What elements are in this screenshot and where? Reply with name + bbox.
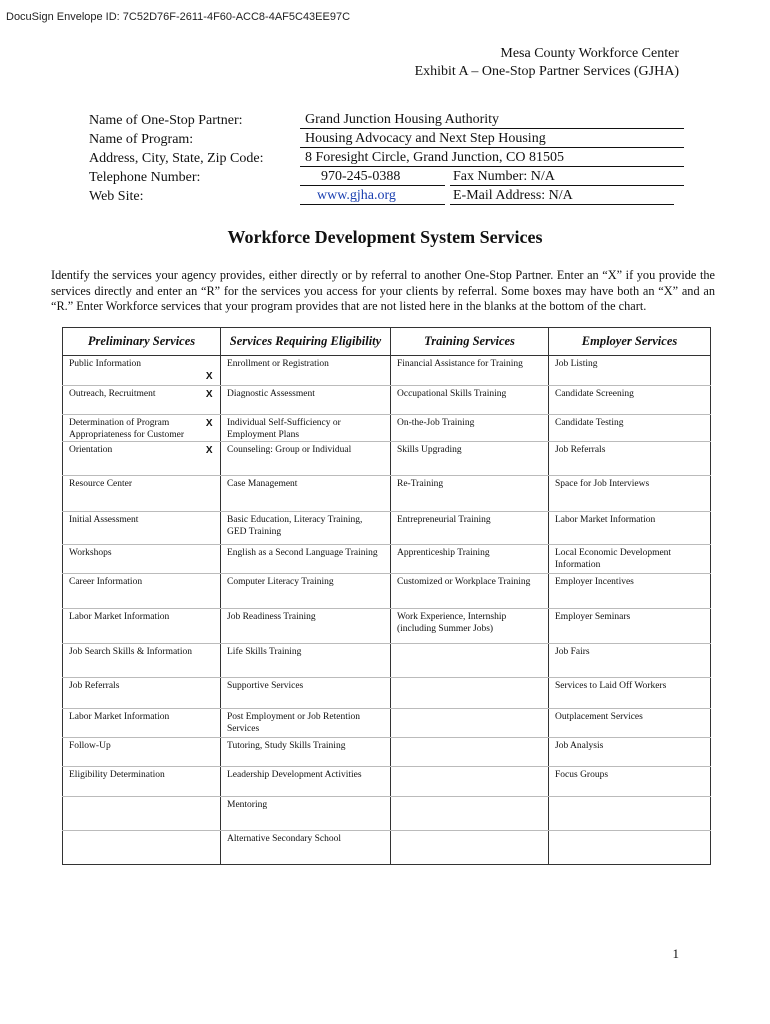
training-service-cell[interactable]: Skills Upgrading	[391, 442, 549, 476]
table-row	[63, 678, 711, 709]
web-field[interactable]	[300, 188, 445, 205]
training-service-cell[interactable]: Occupational Skills Training	[391, 386, 549, 415]
provided-directly-mark[interactable]	[199, 545, 221, 574]
program-value: Housing Advocacy and Next Step Housing	[305, 131, 546, 146]
eligibility-service-cell[interactable]: Computer Literacy Training	[221, 574, 391, 609]
training-service-cell[interactable]: Entrepreneurial Training	[391, 512, 549, 545]
employer-service-cell[interactable]: Candidate Testing	[549, 415, 711, 442]
eligibility-service-cell[interactable]: Basic Education, Literacy Training, GED Training	[221, 512, 391, 545]
provided-directly-mark[interactable]	[199, 512, 221, 545]
eligibility-service-cell[interactable]: Alternative Secondary School	[221, 831, 391, 865]
preliminary-service-cell[interactable]: Determination of Program Appropriateness for Customer	[63, 415, 199, 442]
employer-service-cell[interactable]: Outplacement Services	[549, 709, 711, 738]
eligibility-service-cell[interactable]: English as a Second Language Training	[221, 545, 391, 574]
preliminary-service-cell[interactable]: Workshops	[63, 545, 199, 574]
preliminary-service-cell[interactable]: Career Information	[63, 574, 199, 609]
page-title: Workforce Development System Services	[227, 227, 543, 247]
eligibility-service-cell[interactable]: Life Skills Training	[221, 644, 391, 678]
eligibility-service-cell[interactable]: Counseling: Group or Individual	[221, 442, 391, 476]
website-link[interactable]: www.gjha.org	[317, 188, 396, 203]
table-row	[63, 738, 711, 767]
header-training-services: Training Services	[391, 328, 549, 356]
partner-value: Grand Junction Housing Authority	[305, 112, 500, 127]
table-row	[63, 356, 711, 386]
provided-directly-mark[interactable]	[199, 644, 221, 678]
provided-directly-mark[interactable]: X	[199, 415, 221, 442]
employer-service-cell[interactable]: Employer Incentives	[549, 574, 711, 609]
employer-service-cell[interactable]: Job Analysis	[549, 738, 711, 767]
table-row	[63, 609, 711, 644]
preliminary-service-cell[interactable]	[63, 831, 199, 865]
employer-service-cell[interactable]: Employer Seminars	[549, 609, 711, 644]
training-service-cell[interactable]: Re-Training	[391, 476, 549, 512]
preliminary-service-cell[interactable]: Labor Market Information	[63, 609, 199, 644]
table-row	[63, 442, 711, 476]
eligibility-service-cell[interactable]: Leadership Development Activities	[221, 767, 391, 797]
employer-service-cell[interactable]: Candidate Screening	[549, 386, 711, 415]
employer-service-cell[interactable]: Labor Market Information	[549, 512, 711, 545]
address-field[interactable]	[300, 150, 684, 167]
training-service-cell[interactable]	[391, 797, 549, 831]
header-organization: Mesa County Workforce Center	[500, 46, 679, 61]
document-header	[415, 45, 679, 81]
table-row	[63, 512, 711, 545]
preliminary-service-cell[interactable]: Labor Market Information	[63, 709, 199, 738]
program-label: Name of Program:	[89, 132, 194, 147]
instructions-paragraph: Identify the services your agency provides, either directly or by referral to another One-Stop Partner. Enter an “X” if you provide the services directly and enter an “R” for the services you access for your clients by referral. Some boxes may have both an “X” and an “R.” Enter Workforce services that your program provides that are not listed here in the blanks at the bottom of the chart.	[51, 268, 715, 313]
email-field[interactable]	[450, 188, 674, 205]
eligibility-service-cell[interactable]: Supportive Services	[221, 678, 391, 709]
services-table-body	[63, 356, 711, 865]
employer-service-cell[interactable]: Job Referrals	[549, 442, 711, 476]
docusign-envelope-id: DocuSign Envelope ID: 7C52D76F-2611-4F60-ACC8-4AF5C43EE97C	[6, 11, 351, 23]
table-header-row	[63, 328, 711, 356]
provided-directly-mark[interactable]	[199, 831, 221, 865]
provided-directly-mark[interactable]	[199, 609, 221, 644]
preliminary-service-cell[interactable]: Job Referrals	[63, 678, 199, 709]
partner-label: Name of One-Stop Partner:	[89, 113, 243, 128]
employer-service-cell[interactable]: Focus Groups	[549, 767, 711, 797]
preliminary-service-cell[interactable]: Follow-Up	[63, 738, 199, 767]
table-row	[63, 574, 711, 609]
employer-service-cell[interactable]	[549, 831, 711, 865]
fax-value: Fax Number: N/A	[453, 169, 555, 184]
table-row	[63, 709, 711, 738]
table-row	[63, 386, 711, 415]
table-row	[63, 831, 711, 865]
table-row	[63, 797, 711, 831]
table-row	[63, 545, 711, 574]
preliminary-service-cell[interactable]: Resource Center	[63, 476, 199, 512]
table-row	[63, 415, 711, 442]
provided-directly-mark[interactable]	[199, 709, 221, 738]
header-employer-services: Employer Services	[549, 328, 711, 356]
table-row	[63, 644, 711, 678]
training-service-cell[interactable]	[391, 738, 549, 767]
provided-directly-mark[interactable]	[199, 738, 221, 767]
training-service-cell[interactable]: Apprenticeship Training	[391, 545, 549, 574]
phone-label: Telephone Number:	[89, 170, 201, 185]
employer-service-cell[interactable]: Space for Job Interviews	[549, 476, 711, 512]
training-service-cell[interactable]: Customized or Workplace Training	[391, 574, 549, 609]
eligibility-service-cell[interactable]: Post Employment or Job Retention Services	[221, 709, 391, 738]
employer-service-cell[interactable]: Local Economic Development Information	[549, 545, 711, 574]
eligibility-service-cell[interactable]: Job Readiness Training	[221, 609, 391, 644]
employer-service-cell[interactable]	[549, 797, 711, 831]
program-field[interactable]	[300, 131, 684, 148]
training-service-cell[interactable]	[391, 767, 549, 797]
email-value: E-Mail Address: N/A	[453, 188, 573, 203]
employer-service-cell[interactable]: Job Fairs	[549, 644, 711, 678]
phone-value: 970-245-0388	[321, 169, 401, 184]
training-service-cell[interactable]	[391, 709, 549, 738]
address-label: Address, City, State, Zip Code:	[89, 151, 264, 166]
preliminary-service-cell[interactable]: Initial Assessment	[63, 512, 199, 545]
provided-directly-mark[interactable]	[199, 678, 221, 709]
training-service-cell[interactable]: Work Experience, Internship (including Summer Jobs)	[391, 609, 549, 644]
address-value: 8 Foresight Circle, Grand Junction, CO 81505	[305, 150, 564, 165]
preliminary-service-cell[interactable]: Outreach, Recruitment	[63, 386, 199, 415]
eligibility-service-cell[interactable]: Tutoring, Study Skills Training	[221, 738, 391, 767]
header-eligibility-services: Services Requiring Eligibility	[221, 328, 391, 356]
services-table	[62, 327, 711, 865]
employer-service-cell[interactable]: Job Listing	[549, 356, 711, 386]
eligibility-service-cell[interactable]: Diagnostic Assessment	[221, 386, 391, 415]
partner-field[interactable]	[300, 112, 684, 129]
web-label: Web Site:	[89, 189, 144, 204]
header-exhibit: Exhibit A – One-Stop Partner Services (GJHA)	[414, 64, 679, 79]
provided-directly-mark[interactable]	[199, 797, 221, 831]
provided-directly-mark[interactable]: X	[199, 442, 221, 476]
training-service-cell[interactable]	[391, 644, 549, 678]
provided-directly-mark[interactable]: X	[199, 356, 221, 386]
preliminary-service-cell[interactable]	[63, 797, 199, 831]
provided-directly-mark[interactable]	[199, 476, 221, 512]
employer-service-cell[interactable]: Services to Laid Off Workers	[549, 678, 711, 709]
training-service-cell[interactable]: On-the-Job Training	[391, 415, 549, 442]
eligibility-service-cell[interactable]: Case Management	[221, 476, 391, 512]
table-row	[63, 767, 711, 797]
page-number: 1	[672, 946, 679, 961]
eligibility-service-cell[interactable]: Individual Self-Sufficiency or Employment Plans	[221, 415, 391, 442]
table-row	[63, 476, 711, 512]
eligibility-service-cell[interactable]: Enrollment or Registration	[221, 356, 391, 386]
preliminary-service-cell[interactable]: Job Search Skills & Information	[63, 644, 199, 678]
provided-directly-mark[interactable]	[199, 767, 221, 797]
training-service-cell[interactable]	[391, 678, 549, 709]
header-preliminary-services: Preliminary Services	[63, 328, 221, 356]
provided-directly-mark[interactable]: X	[199, 386, 221, 415]
training-service-cell[interactable]: Financial Assistance for Training	[391, 356, 549, 386]
training-service-cell[interactable]	[391, 831, 549, 865]
preliminary-service-cell[interactable]: Eligibility Determination	[63, 767, 199, 797]
preliminary-service-cell[interactable]: Orientation	[63, 442, 199, 476]
preliminary-service-cell[interactable]: Public Information	[63, 356, 199, 386]
fax-field[interactable]	[450, 169, 684, 186]
provided-directly-mark[interactable]	[199, 574, 221, 609]
phone-field[interactable]	[300, 169, 445, 186]
eligibility-service-cell[interactable]: Mentoring	[221, 797, 391, 831]
